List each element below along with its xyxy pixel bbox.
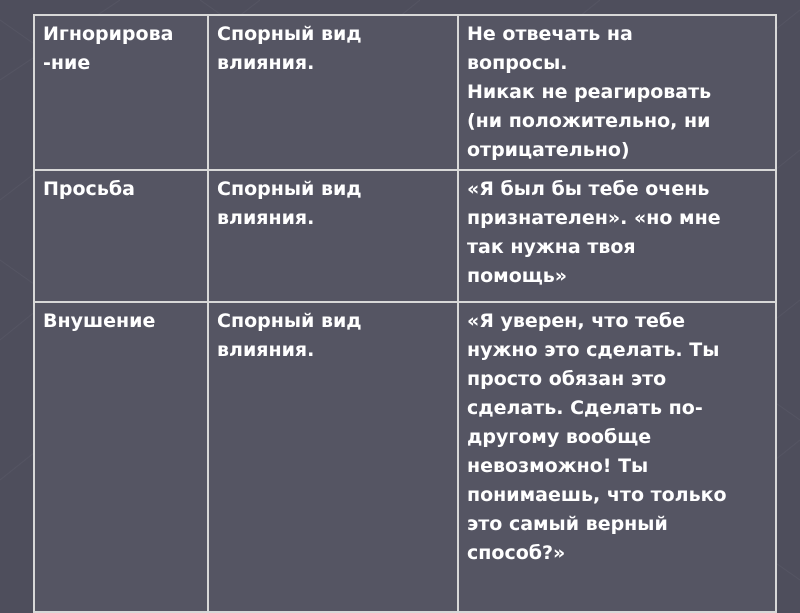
type-text: Спорный вид влияния. [217,178,362,229]
example-text: «Я был бы тебе очень признателен». «но мне так нужна твоя помощь» [467,178,721,287]
type-text: Спорный вид влияния. [217,23,362,74]
cell-type [208,302,458,612]
cell-type [208,170,458,302]
term-text: Игнорирова -ние [43,23,174,74]
cell-type [208,15,458,170]
table-row [34,302,776,612]
cell-example [458,302,776,612]
term-text: Просьба [43,178,135,200]
example-text: Не отвечать на вопросы. Никак не реагировать (ни положительно, ни отрицательно) [467,23,712,161]
influence-types-table [33,14,777,613]
example-text: «Я уверен, что тебе нужно это сделать. Ты просто обязан это сделать. Сделать по- другому вообще невозможно! Ты понимаешь, что только это самый верный способ?» [467,310,727,564]
term-text: Внушение [43,310,156,332]
cell-example [458,15,776,170]
table-row [34,170,776,302]
table-row [34,15,776,170]
cell-example [458,170,776,302]
cell-term [34,170,208,302]
type-text: Спорный вид влияния. [217,310,362,361]
cell-term [34,302,208,612]
cell-term [34,15,208,170]
